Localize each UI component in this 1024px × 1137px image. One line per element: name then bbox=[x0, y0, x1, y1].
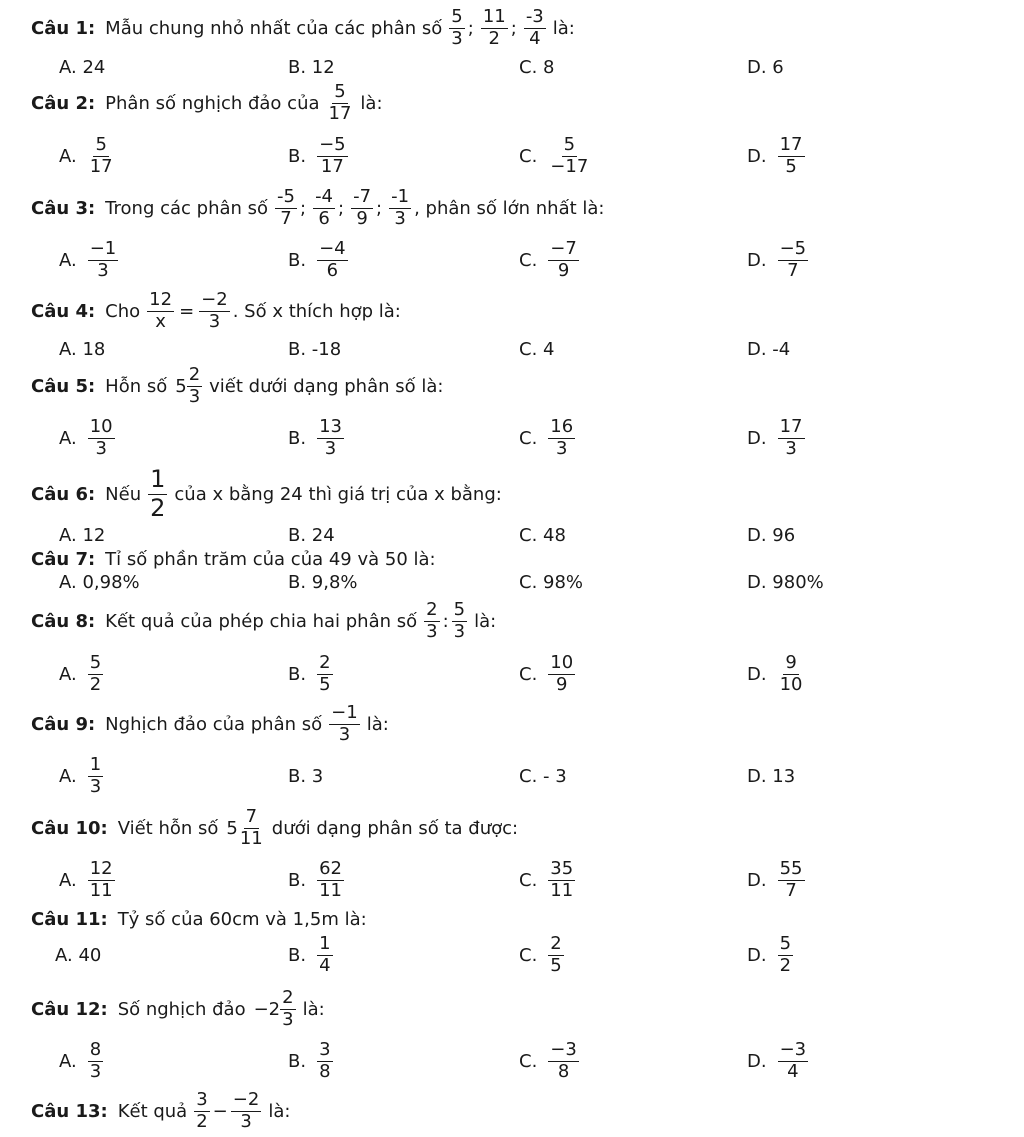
question-number: Câu 7: bbox=[31, 548, 96, 570]
option-a: A. 12 bbox=[59, 524, 106, 546]
fraction: -7 9 bbox=[353, 185, 372, 229]
fraction: -1 3 bbox=[391, 185, 410, 229]
question-number: Câu 10: bbox=[31, 817, 108, 839]
question-number: Câu 2: bbox=[31, 92, 96, 114]
fraction: $\frac{-2}{3}$ bbox=[201, 288, 228, 332]
fraction: -3 4 bbox=[525, 5, 544, 49]
option-c: C. 10 9 bbox=[519, 651, 574, 695]
option-c: C. 48 bbox=[519, 524, 566, 546]
question-number: Câu 6: bbox=[31, 483, 96, 505]
option-c: C. 2 5 bbox=[519, 932, 562, 976]
option-a: A. 1 3 bbox=[59, 753, 102, 797]
option-c: C. 16 3 bbox=[519, 415, 574, 459]
fraction: 11 2 bbox=[482, 5, 506, 49]
question-text-end: dưới dạng phân số ta được: bbox=[271, 817, 519, 839]
option-c: C. 98% bbox=[519, 571, 584, 593]
option-a: A. 0,98% bbox=[59, 571, 140, 593]
fraction: -4 6 bbox=[315, 185, 334, 229]
question-text: Cho bbox=[105, 300, 141, 322]
option-c: C. 8 bbox=[519, 56, 555, 78]
option-d: D. 96 bbox=[747, 524, 796, 546]
question-8 bbox=[31, 596, 500, 646]
option-b: B. 62 11 bbox=[288, 857, 342, 901]
option-d: D. -4 bbox=[747, 338, 791, 360]
option-d: D. 17 3 bbox=[747, 415, 803, 459]
option-a: A. 10 3 bbox=[59, 415, 113, 459]
mixed-whole: 5 bbox=[226, 817, 238, 839]
question-text: Tỷ số của 60cm và 1,5m là: bbox=[117, 908, 367, 930]
question-text-end: là: bbox=[474, 610, 497, 632]
division-sign: : bbox=[442, 610, 449, 632]
question-text: Mẫu chung nhỏ nhất của các phân số bbox=[105, 17, 443, 39]
question-text-end: , phân số lớn nhất là: bbox=[414, 197, 605, 219]
question-text: Hỗn số bbox=[105, 375, 168, 397]
fraction: −1 3 bbox=[331, 701, 358, 745]
fraction: 1 2 bbox=[150, 465, 166, 522]
option-b: B. 24 bbox=[288, 524, 335, 546]
question-10 bbox=[31, 803, 522, 853]
option-a: A. 5 2 bbox=[59, 651, 102, 695]
question-text-end: là: bbox=[360, 92, 383, 114]
option-c: C. −7 9 bbox=[519, 237, 577, 281]
option-a: A. 5 17 bbox=[59, 133, 113, 177]
question-text: Phân số nghịch đảo của bbox=[105, 92, 320, 114]
option-a: A. 12 11 bbox=[59, 857, 113, 901]
question-number: Câu 8: bbox=[31, 610, 96, 632]
option-a: A. 18 bbox=[59, 338, 106, 360]
fraction: 5 3 bbox=[451, 5, 463, 49]
fraction: 3 2 bbox=[196, 1088, 208, 1132]
question-text-end: là: bbox=[268, 1100, 291, 1122]
mixed-whole: 5 bbox=[175, 375, 187, 397]
option-b: B. 12 bbox=[288, 56, 335, 78]
question-text-end: viết dưới dạng phân số là: bbox=[209, 375, 444, 397]
option-c: C. 4 bbox=[519, 338, 555, 360]
options-9 bbox=[0, 751, 1024, 801]
option-d: D. −3 4 bbox=[747, 1038, 807, 1082]
mixed-whole: −2 bbox=[253, 998, 281, 1020]
question-number: Câu 13: bbox=[31, 1100, 108, 1122]
question-11 bbox=[31, 905, 371, 933]
question-1: Câu 1: Mẫu chung nhỏ nhất của các phân số 5 3 ; 11 2 ; -3 4 là: bbox=[31, 5, 575, 49]
question-text: Viết hỗn số bbox=[117, 817, 219, 839]
question-text: Trong các phân số bbox=[105, 197, 269, 219]
option-c: C. - 3 bbox=[519, 765, 567, 787]
option-b: B. 13 3 bbox=[288, 415, 342, 459]
options-2 bbox=[0, 131, 1024, 181]
option-b: B. 1 4 bbox=[288, 932, 331, 976]
question-number: Câu 1: bbox=[31, 17, 96, 39]
option-d: D. 5 2 bbox=[747, 932, 792, 976]
question-text-end: là: bbox=[552, 17, 575, 39]
option-b: B. -18 bbox=[288, 338, 342, 360]
options-11 bbox=[0, 930, 1024, 980]
question-2 bbox=[31, 78, 387, 128]
question-number: Câu 11: bbox=[31, 908, 108, 930]
fraction: $\frac{12}{x}$ bbox=[149, 288, 173, 332]
option-b: B. 9,8% bbox=[288, 571, 358, 593]
question-text: Số nghịch đảo bbox=[117, 998, 246, 1020]
option-b: B. 3 8 bbox=[288, 1038, 331, 1082]
options-5 bbox=[0, 413, 1024, 463]
option-a: A. −1 3 bbox=[59, 237, 117, 281]
question-number: Câu 12: bbox=[31, 998, 108, 1020]
question-number: Câu 4: bbox=[31, 300, 96, 322]
question-text-end: . Số x thích hợp là: bbox=[232, 300, 401, 322]
question-text: Nếu bbox=[105, 483, 142, 505]
fraction: 2 3 bbox=[188, 363, 201, 407]
options-3 bbox=[0, 235, 1024, 285]
question-number: Câu 5: bbox=[31, 375, 96, 397]
question-number: Câu 3: bbox=[31, 197, 96, 219]
question-12 bbox=[31, 984, 329, 1034]
question-text-end: là: bbox=[366, 713, 389, 735]
options-8 bbox=[0, 649, 1024, 699]
option-d: D. 17 5 bbox=[747, 133, 803, 177]
question-text-end: là: bbox=[302, 998, 325, 1020]
options-12 bbox=[0, 1036, 1024, 1086]
option-d: D. 13 bbox=[747, 765, 796, 787]
option-d: D. 980% bbox=[747, 571, 824, 593]
question-text: Tỉ số phần trăm của của 49 và 50 là: bbox=[105, 548, 436, 570]
option-d: D. 9 10 bbox=[747, 651, 803, 695]
question-text-end: của x bằng 24 thì giá trị của x bằng: bbox=[174, 483, 502, 505]
option-c: C. −3 8 bbox=[519, 1038, 577, 1082]
fraction: 5 17 bbox=[328, 80, 352, 124]
option-d: D. 55 7 bbox=[747, 857, 803, 901]
option-b: B. −4 6 bbox=[288, 237, 346, 281]
question-text: Kết quả của phép chia hai phân số bbox=[105, 610, 418, 632]
option-b: B. −5 17 bbox=[288, 133, 346, 177]
option-b: B. 2 5 bbox=[288, 651, 331, 695]
fraction: 5 3 bbox=[453, 598, 466, 642]
equals-sign: = bbox=[179, 300, 195, 322]
question-number: Câu 9: bbox=[31, 713, 96, 735]
question-3: Câu 3: Trong các phân số -5 7 ; -4 6 ; -7 9 ; -1 3 , phân số lớn nhất là: bbox=[31, 185, 605, 229]
option-a: A. 40 bbox=[55, 944, 102, 966]
options-10 bbox=[0, 855, 1024, 905]
question-13 bbox=[31, 1086, 294, 1136]
fraction: $\frac{-2}{3}$ bbox=[232, 1088, 260, 1132]
question-9 bbox=[31, 699, 393, 749]
question-text: Kết quả bbox=[117, 1100, 188, 1122]
question-text: Nghịch đảo của phân số bbox=[105, 713, 323, 735]
question-5 bbox=[31, 361, 447, 411]
option-a: A. 24 bbox=[59, 56, 106, 78]
minus-sign: − bbox=[212, 1100, 228, 1122]
option-d: D. 6 bbox=[747, 56, 784, 78]
option-a: A. 8 3 bbox=[59, 1038, 102, 1082]
option-c: C. 35 11 bbox=[519, 857, 574, 901]
option-b: B. 3 bbox=[288, 765, 324, 787]
fraction: 7 11 bbox=[239, 805, 263, 849]
fraction: 2 3 bbox=[282, 986, 294, 1030]
option-d: D. −5 7 bbox=[747, 237, 807, 281]
option-c: C. 5 −17 bbox=[519, 133, 589, 177]
fraction: -5 7 bbox=[277, 185, 295, 229]
fraction: 2 3 bbox=[426, 598, 438, 642]
